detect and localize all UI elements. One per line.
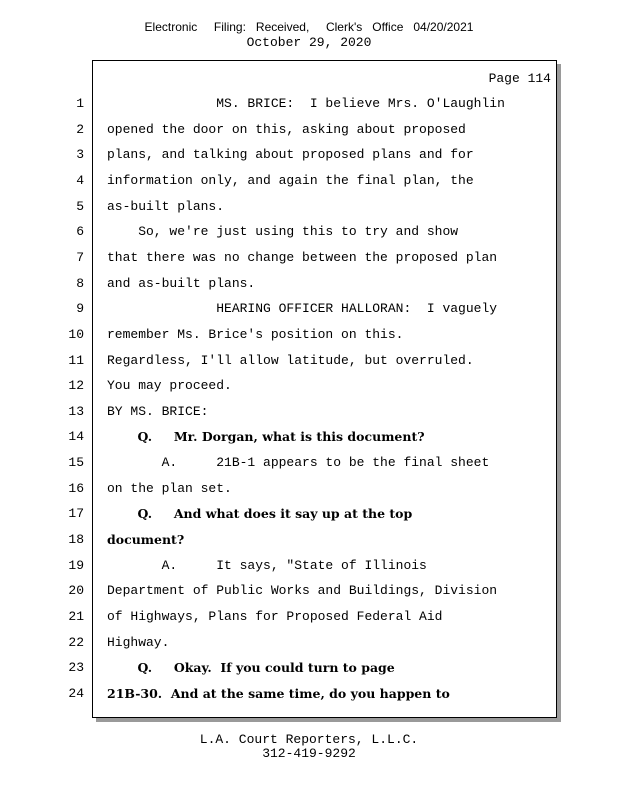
line-number: 22 <box>68 635 84 650</box>
line-number: 16 <box>68 481 84 496</box>
line-text: document? <box>107 532 185 547</box>
line-text: HEARING OFFICER HALLORAN: I vaguely <box>107 301 498 316</box>
line-number: 4 <box>76 173 84 188</box>
line-text: A. It says, "State of Illinois <box>107 558 427 573</box>
line-number: 21 <box>68 609 84 624</box>
line-text: as-built plans. <box>107 199 225 214</box>
line-number: 2 <box>76 122 84 137</box>
line-number: 11 <box>68 353 84 368</box>
line-text: You may proceed. <box>107 378 232 393</box>
filing-stamp: Electronic Filing: Received, Clerk's Office 04/20/2021 <box>144 20 474 34</box>
line-number: 8 <box>76 276 84 291</box>
line-text: Highway. <box>107 635 170 650</box>
line-text: Department of Public Works and Buildings, Division <box>107 583 498 598</box>
line-number: 13 <box>68 404 84 419</box>
line-text: Q. And what does it say up at the top <box>107 506 413 521</box>
line-number: 12 <box>68 378 84 393</box>
line-number: 18 <box>68 532 84 547</box>
line-number: 20 <box>68 583 84 598</box>
line-text: opened the door on this, asking about proposed <box>107 122 466 137</box>
line-number: 7 <box>76 250 84 265</box>
line-text: Q. Okay. If you could turn to page <box>107 660 395 675</box>
line-text: So, we're just using this to try and show <box>107 224 459 239</box>
line-number: 6 <box>76 224 84 239</box>
line-number: 1 <box>76 96 84 111</box>
line-text: on the plan set. <box>107 481 232 496</box>
line-text: plans, and talking about proposed plans and for <box>107 147 474 162</box>
line-number: 9 <box>76 301 84 316</box>
line-text: 21B-30. And at the same time, do you happen to <box>107 686 450 701</box>
line-number: 24 <box>68 686 84 701</box>
footer-company: L.A. Court Reporters, L.L.C. <box>199 732 419 747</box>
line-text: remember Ms. Brice's position on this. <box>107 327 404 342</box>
line-text: of Highways, Plans for Proposed Federal Aid <box>107 609 443 624</box>
page-number: Page 114 <box>488 71 551 86</box>
line-text: Regardless, I'll allow latitude, but overruled. <box>107 353 474 368</box>
line-number: 10 <box>68 327 84 342</box>
line-text: that there was no change between the proposed plan <box>107 250 498 265</box>
line-text: MS. BRICE: I believe Mrs. O'Laughlin <box>107 96 505 111</box>
line-number: 17 <box>68 506 84 521</box>
footer-phone: 312-419-9292 <box>262 746 356 761</box>
line-text: and as-built plans. <box>107 276 256 291</box>
hearing-date: October 29, 2020 <box>246 35 372 50</box>
line-number: 23 <box>68 660 84 675</box>
line-number: 5 <box>76 199 84 214</box>
line-number: 15 <box>68 455 84 470</box>
line-text: BY MS. BRICE: <box>107 404 209 419</box>
line-number: 19 <box>68 558 84 573</box>
line-text: A. 21B-1 appears to be the final sheet <box>107 455 490 470</box>
line-number: 14 <box>68 429 84 444</box>
line-number: 3 <box>76 147 84 162</box>
line-text: Q. Mr. Dorgan, what is this document? <box>107 429 425 444</box>
line-text: information only, and again the final plan, the <box>107 173 474 188</box>
